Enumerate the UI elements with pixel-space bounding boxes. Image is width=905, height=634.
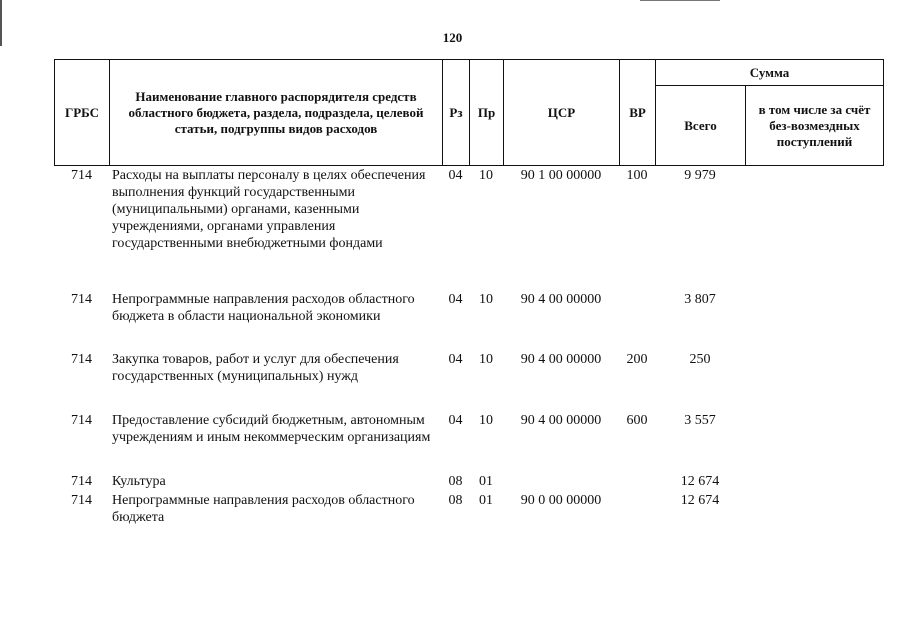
cell-grbs: 714 bbox=[71, 352, 92, 367]
cell-pr: 10 bbox=[479, 413, 493, 428]
cell-pr: 10 bbox=[479, 352, 493, 367]
cell-csr: 90 0 00 00000 bbox=[520, 493, 602, 508]
cell-total: 3 557 bbox=[684, 413, 716, 428]
cell-csr: 90 4 00 00000 bbox=[520, 352, 602, 367]
table-row bbox=[54, 412, 883, 473]
cell-pr: 01 bbox=[479, 493, 493, 508]
cell-vr bbox=[619, 492, 655, 532]
cell-rz: 08 bbox=[448, 474, 463, 489]
cell-grbs: 714 bbox=[71, 493, 92, 508]
cell-total: 3 807 bbox=[684, 292, 716, 307]
cell-free bbox=[745, 492, 883, 532]
cell-vr: 200 bbox=[626, 352, 648, 367]
cell-name: Непрограммные направления расходов областного бюджета в области национальной экономики bbox=[112, 292, 415, 324]
table-row bbox=[54, 167, 883, 291]
table-row bbox=[54, 473, 883, 492]
header-free: в том числе за счёт без-возмездных поступлений bbox=[746, 86, 884, 166]
cell-total: 12 674 bbox=[680, 474, 720, 489]
cell-csr: 90 1 00 00000 bbox=[520, 168, 602, 183]
header-total: Всего bbox=[656, 86, 746, 166]
cell-grbs: 714 bbox=[71, 474, 92, 489]
table-header bbox=[54, 59, 884, 166]
cell-name: Расходы на выплаты персоналу в целях обеспечения выполнения функций государственными (муниципальными) органами, казенными учреждениями, органами управления государственными внебюджетными фондами bbox=[112, 168, 426, 251]
cell-pr: 10 bbox=[479, 292, 493, 307]
cell-grbs: 714 bbox=[71, 292, 92, 307]
table-body bbox=[54, 167, 883, 532]
cell-name: Закупка товаров, работ и услуг для обеспечения государственных (муниципальных) нужд bbox=[112, 352, 399, 384]
table-row bbox=[54, 291, 883, 351]
cell-free bbox=[745, 167, 883, 291]
cell-vr bbox=[619, 473, 655, 492]
cell-total: 12 674 bbox=[680, 493, 720, 508]
cell-csr: 90 4 00 00000 bbox=[520, 292, 602, 307]
cell-rz: 04 bbox=[448, 352, 463, 367]
table-row bbox=[54, 492, 883, 532]
cell-vr: 100 bbox=[626, 168, 648, 183]
header-grbs: ГРБС bbox=[55, 60, 110, 166]
cell-pr: 10 bbox=[479, 168, 493, 183]
header-vr: ВР bbox=[620, 60, 656, 166]
cell-name: Предоставление субсидий бюджетным, автономным учреждениям и иным некоммерческим организациям bbox=[112, 413, 431, 445]
cell-free bbox=[745, 412, 883, 473]
header-pr: Пр bbox=[470, 60, 504, 166]
cell-free bbox=[745, 473, 883, 492]
cell-grbs: 714 bbox=[71, 168, 92, 183]
cell-name: Непрограммные направления расходов областного бюджета bbox=[112, 493, 415, 525]
cell-csr: 90 4 00 00000 bbox=[520, 413, 602, 428]
cell-rz: 04 bbox=[448, 168, 463, 183]
cell-rz: 08 bbox=[448, 493, 463, 508]
header-csr: ЦСР bbox=[504, 60, 620, 166]
cell-rz: 04 bbox=[448, 292, 463, 307]
page-number: 120 bbox=[442, 30, 463, 45]
cell-rz: 04 bbox=[448, 413, 463, 428]
cell-pr: 01 bbox=[479, 474, 493, 489]
cell-total: 9 979 bbox=[684, 168, 716, 183]
header-name: Наименование главного распорядителя средств областного бюджета, раздела, подраздела, целевой статьи, подгруппы видов расходов bbox=[110, 60, 443, 166]
header-rz: Рз bbox=[443, 60, 470, 166]
header-summa: Сумма bbox=[656, 60, 884, 86]
cell-grbs: 714 bbox=[71, 413, 92, 428]
scan-edge-top bbox=[640, 0, 720, 1]
cell-csr bbox=[503, 473, 619, 492]
cell-free bbox=[745, 291, 883, 351]
table-row bbox=[54, 351, 883, 412]
cell-name: Культура bbox=[112, 474, 166, 489]
cell-vr bbox=[619, 291, 655, 351]
cell-vr: 600 bbox=[626, 413, 648, 428]
cell-total: 250 bbox=[689, 352, 711, 367]
cell-free bbox=[745, 351, 883, 412]
